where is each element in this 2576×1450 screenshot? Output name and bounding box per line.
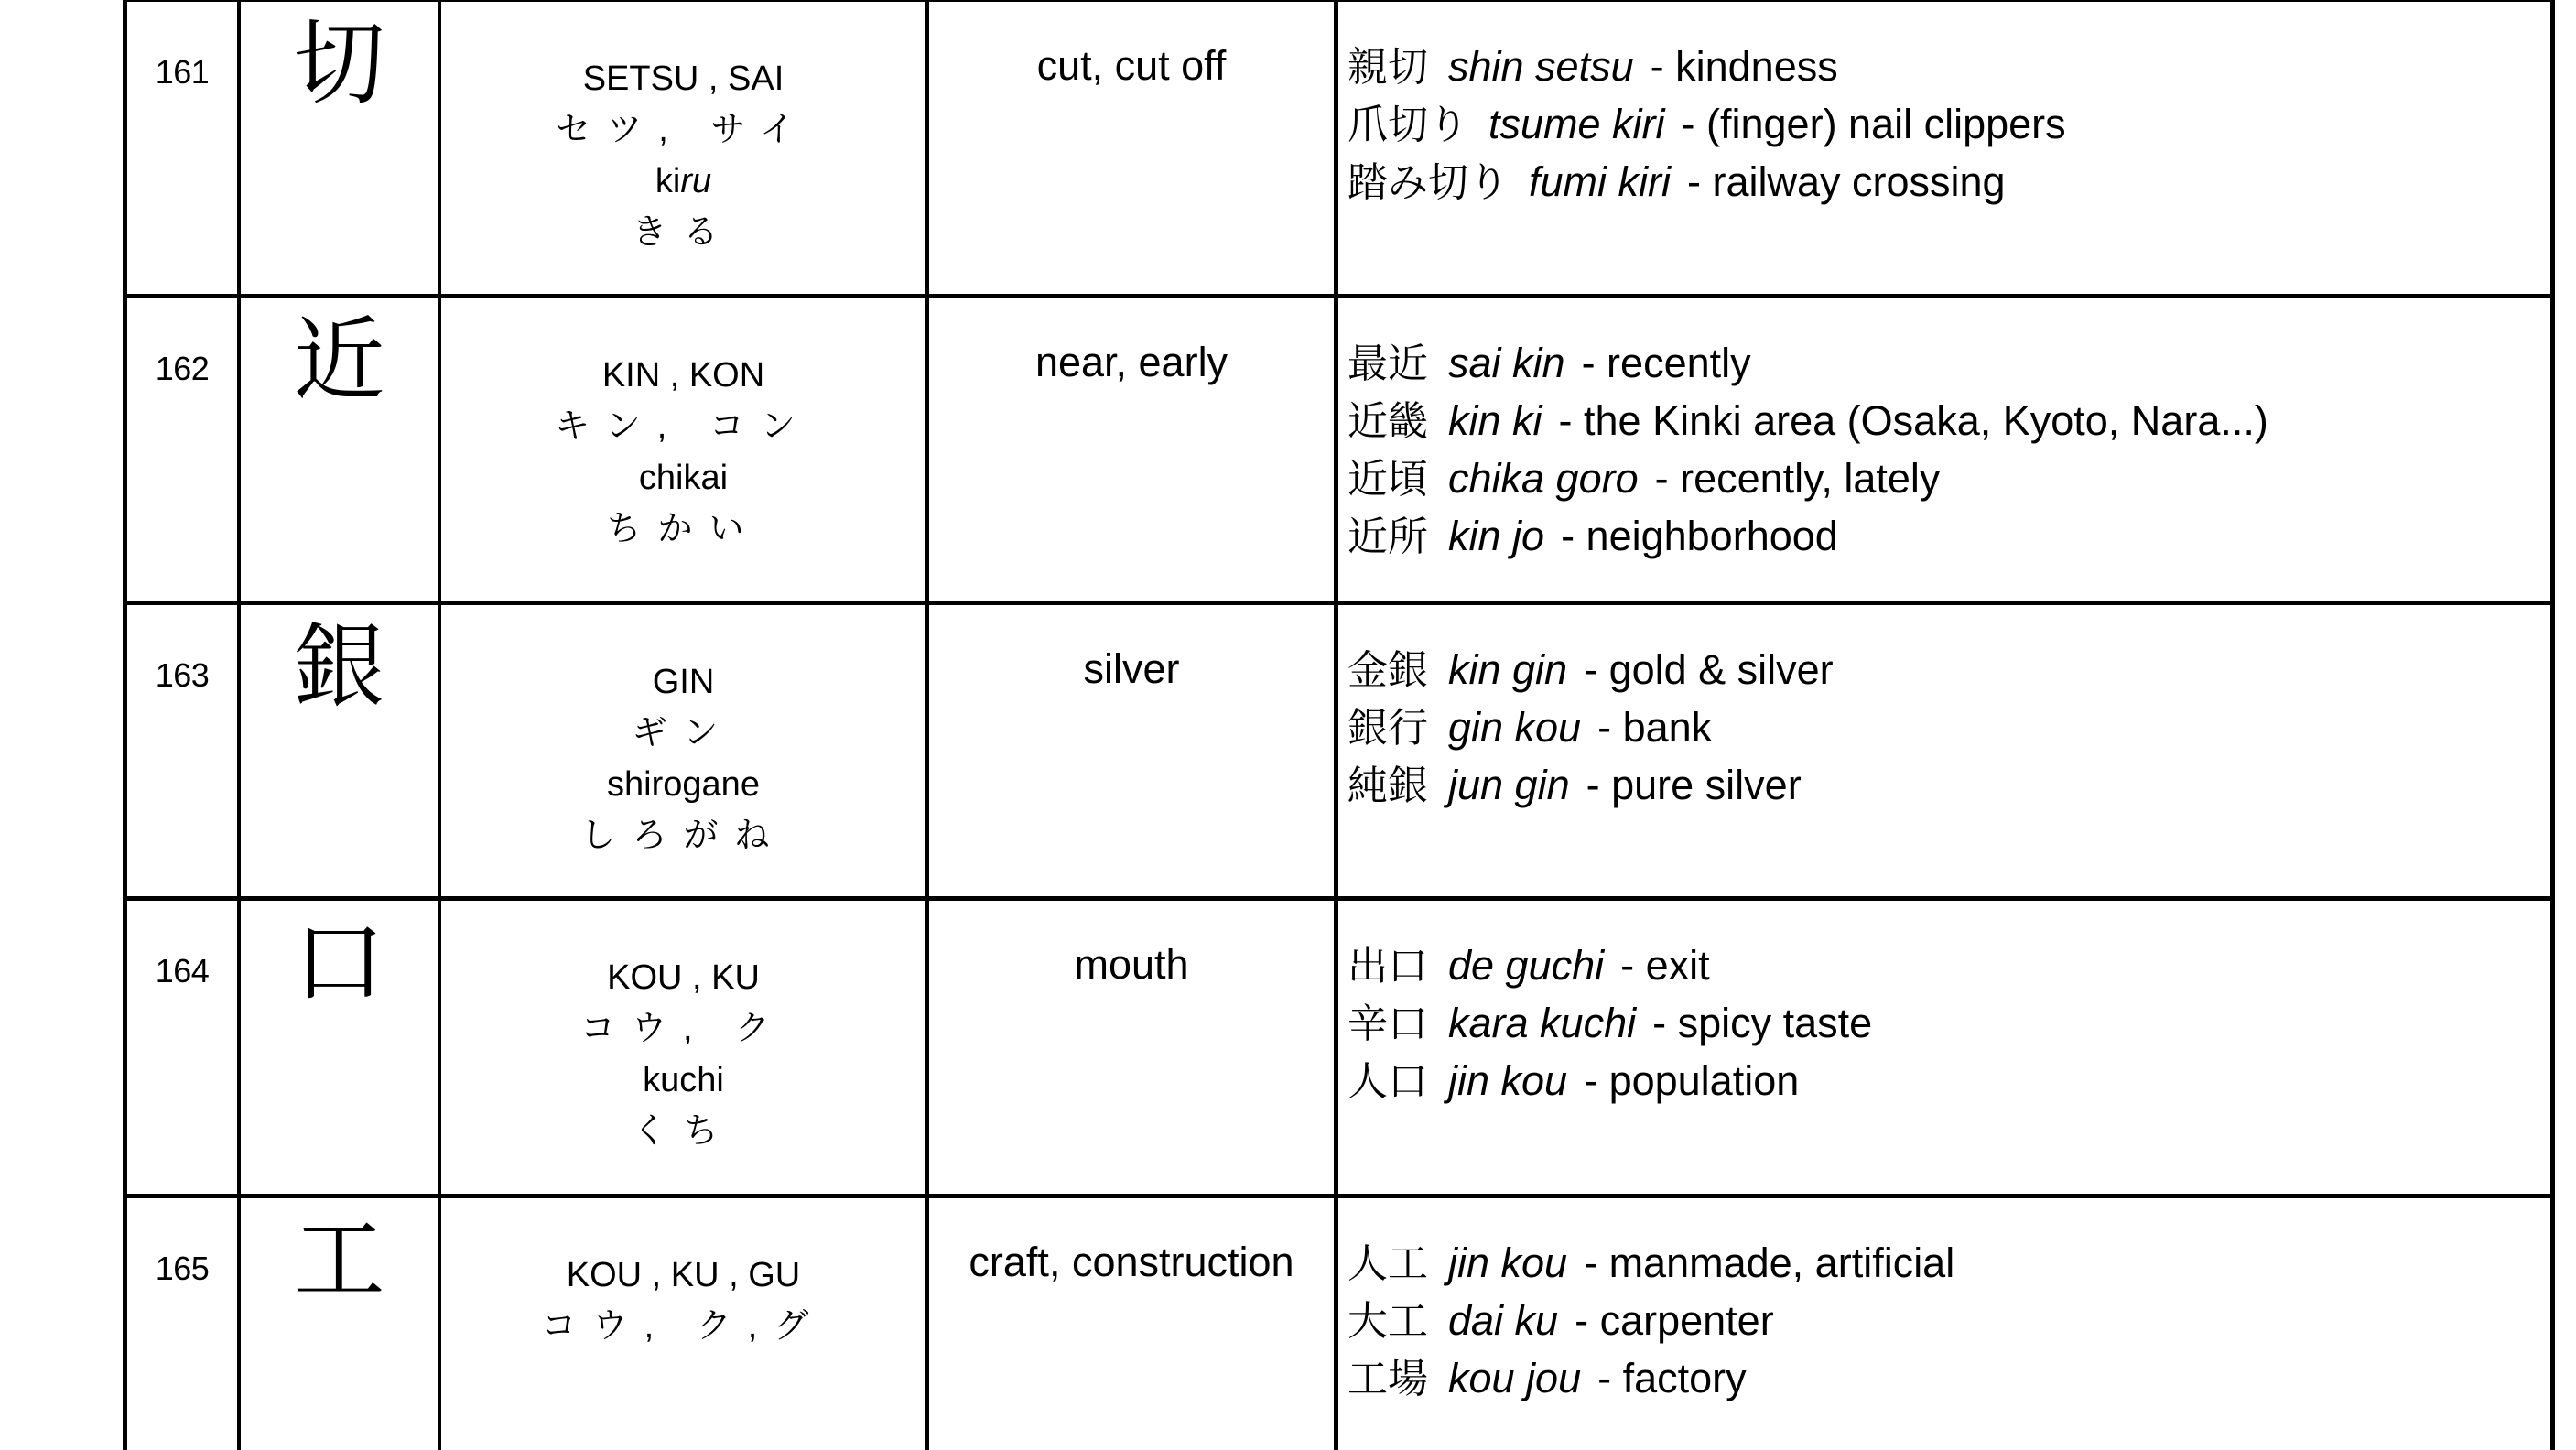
kun-reading-romaji (441, 156, 925, 207)
example-word (1348, 1350, 2550, 1408)
example-japanese: 近頃 (1348, 456, 1428, 503)
kun-reading-romaji (441, 452, 925, 503)
example-word (1348, 335, 2550, 393)
meaning-text: cut, cut off (1036, 42, 1227, 89)
example-english: - bank (1597, 704, 1713, 751)
example-romaji: kou jou (1448, 1355, 1582, 1401)
kanji-character: 工 (241, 1198, 441, 1450)
example-word (1348, 38, 2550, 96)
on-reading-katakana: キン, コン (555, 407, 812, 446)
example-english: - exit (1620, 942, 1710, 989)
kanji-character: 近 (241, 298, 441, 601)
example-romaji: jun gin (1448, 762, 1570, 808)
example-japanese: 親切 (1348, 44, 1428, 91)
kanji-number: 163 (127, 605, 241, 896)
on-reading-katakana: コウ, ク (579, 1010, 787, 1048)
example-word (1348, 1235, 2550, 1293)
example-word (1348, 393, 2550, 450)
example-word (1348, 1293, 2550, 1350)
on-reading-katakana: ギン (632, 714, 735, 752)
example-english: - recently (1581, 340, 1751, 386)
example-english: - gold & silver (1584, 646, 1834, 693)
example-romaji: shin setsu (1448, 43, 1634, 90)
meaning-cell (929, 605, 1338, 896)
example-romaji: dai ku (1448, 1297, 1559, 1344)
kun-reading-okurigana: ru (680, 162, 712, 200)
example-japanese: 金銀 (1348, 647, 1428, 694)
example-word (1348, 995, 2550, 1053)
meaning-text: mouth (1074, 941, 1189, 988)
example-japanese: 大工 (1348, 1298, 1428, 1345)
example-word (1348, 642, 2550, 699)
example-word (1348, 699, 2550, 757)
meaning-cell (929, 298, 1338, 601)
kanji-number: 161 (127, 2, 241, 294)
example-japanese: 近畿 (1348, 398, 1428, 445)
example-english: - railway crossing (1687, 158, 2006, 205)
on-reading-romaji: GIN (652, 663, 715, 701)
example-word (1348, 508, 2550, 566)
meaning-text: silver (1083, 645, 1180, 692)
example-romaji: gin kou (1448, 704, 1582, 751)
kun-reading-hiragana: しろがね (580, 817, 786, 855)
kanji-number: 164 (127, 901, 241, 1194)
example-english: - kindness (1650, 43, 1838, 90)
kanji-row (127, 896, 2550, 1194)
kanji-number: 162 (127, 298, 241, 601)
kanji-row (127, 601, 2550, 896)
readings-cell (441, 605, 929, 896)
example-japanese: 辛口 (1348, 1001, 1428, 1047)
example-english: - neighborhood (1561, 513, 1838, 559)
example-word (1348, 937, 2550, 995)
example-english: - factory (1597, 1355, 1747, 1401)
examples-cell (1338, 2, 2550, 294)
on-reading-katakana: コウ, ク,グ (541, 1307, 826, 1346)
kanji-row (127, 1194, 2550, 1450)
examples-cell (1338, 1198, 2550, 1450)
example-japanese: 出口 (1348, 943, 1428, 990)
on-reading-katakana: セツ, サイ (556, 111, 811, 149)
example-romaji: tsume kiri (1488, 101, 1665, 147)
example-word (1348, 1053, 2550, 1110)
example-english: - (finger) nail clippers (1681, 101, 2066, 147)
meaning-cell (929, 901, 1338, 1194)
example-romaji: de guchi (1448, 942, 1605, 989)
example-romaji: fumi kiri (1529, 158, 1671, 205)
example-english: - manmade, artificial (1584, 1239, 1955, 1286)
example-japanese: 銀行 (1348, 705, 1428, 752)
example-word (1348, 450, 2550, 508)
kanji-character: 口 (241, 901, 441, 1194)
example-romaji: kara kuchi (1448, 1000, 1637, 1046)
kun-reading-stem: ki (655, 162, 681, 200)
readings-cell (441, 2, 929, 294)
example-romaji: jin kou (1448, 1057, 1568, 1104)
on-reading-romaji: SETSU , SAI (582, 60, 785, 98)
kun-reading-hiragana: くち (632, 1112, 735, 1151)
kun-reading-romaji (441, 759, 925, 810)
example-english: - carpenter (1575, 1297, 1774, 1344)
examples-cell (1338, 901, 2550, 1194)
example-english: - pure silver (1586, 762, 1802, 808)
example-romaji: kin gin (1448, 646, 1568, 693)
kanji-number: 165 (127, 1198, 241, 1450)
example-english: - spicy taste (1652, 1000, 1873, 1046)
example-japanese: 純銀 (1348, 763, 1428, 809)
example-english: - recently, lately (1654, 455, 1941, 502)
kun-reading-stem: kuchi (643, 1061, 724, 1099)
examples-cell (1338, 298, 2550, 601)
meaning-text: craft, construction (969, 1239, 1294, 1285)
kun-reading-hiragana: ちかい (606, 510, 761, 548)
kun-reading-stem: shirogane (607, 765, 760, 804)
example-word (1348, 757, 2550, 815)
kanji-character: 銀 (241, 605, 441, 896)
kun-reading-stem: chikai (638, 459, 729, 497)
example-japanese: 最近 (1348, 341, 1428, 387)
example-word (1348, 154, 2550, 211)
example-japanese: 爪切り (1348, 102, 1468, 148)
example-japanese: 人口 (1348, 1058, 1428, 1105)
kun-reading-hiragana: きる (632, 213, 735, 252)
readings-cell (441, 1198, 929, 1450)
example-romaji: chika goro (1448, 455, 1639, 502)
example-english: - population (1584, 1057, 1800, 1104)
meaning-cell (929, 2, 1338, 294)
meaning-cell (929, 1198, 1338, 1450)
kanji-character: 切 (241, 2, 441, 294)
on-reading-romaji: KIN , KON (601, 356, 765, 395)
kanji-row (127, 294, 2550, 601)
readings-cell (441, 298, 929, 601)
examples-cell (1338, 605, 2550, 896)
kun-reading-romaji (441, 1055, 925, 1106)
example-english: - the Kinki area (Osaka, Kyoto, Nara...) (1558, 397, 2268, 444)
readings-cell (441, 901, 929, 1194)
example-romaji: sai kin (1448, 340, 1565, 386)
on-reading-romaji: KOU , KU , GU (566, 1256, 801, 1294)
example-word (1348, 96, 2550, 154)
example-japanese: 近所 (1348, 514, 1428, 560)
kanji-table (123, 0, 2555, 1450)
meaning-text: near, early (1034, 339, 1228, 385)
on-reading-romaji: KOU , KU (607, 958, 760, 997)
example-romaji: kin ki (1448, 397, 1542, 444)
example-japanese: 踏み切り (1348, 159, 1509, 206)
example-romaji: kin jo (1448, 513, 1545, 559)
kanji-row (127, 0, 2550, 294)
example-japanese: 人工 (1348, 1240, 1428, 1287)
example-romaji: jin kou (1448, 1239, 1568, 1286)
example-japanese: 工場 (1348, 1356, 1428, 1402)
